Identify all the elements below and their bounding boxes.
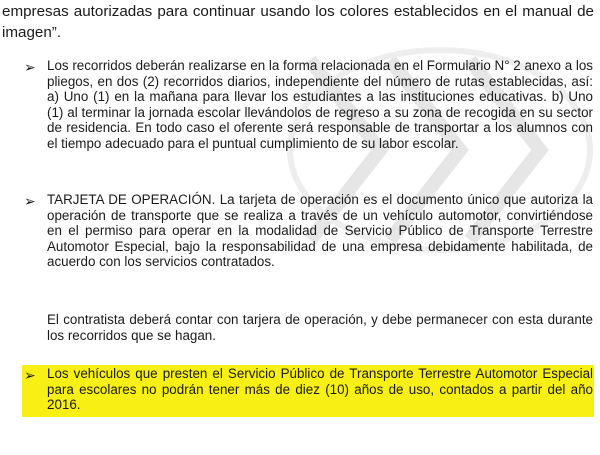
paragraph-recorridos: Los recorridos deberán realizarse en la forma relacionada en el Formulario N° 2 anexo a los pliegos, en dos (2) recorridos diarios, independiente del número de rutas establecidas, así: a) Uno (1) en la mañana para llevar los estudiantes a las instituciones educativas. b) Uno (1) al terminar la jornada escolar llevándolos de regreso a su zona de recogida en su sector de residencia. En todo caso el oferente será responsable de transportar a los alumnos con el tiempo adecuado para el puntual cumplimiento de su labor escolar. xyxy=(47,58,593,151)
bullet-arrow-icon: ➢ xyxy=(24,59,36,75)
paragraph-tarjeta-operacion: TARJETA DE OPERACIÓN. La tarjeta de operación es el documento único que autoriza la operación de transporte que se realiza a través de un vehículo automotor, convirtiéndose en el permiso para operar en la modalidad de Servicio Público de Transporte Terrestre Automotor Especial, bajo la responsabilidad de una empresa debidamente habilitada, de acuerdo con los servicios contratados. xyxy=(47,192,593,270)
intro-text: empresas autorizadas para continuar usando los colores establecidos en el manual de imagen”. xyxy=(2,3,594,41)
paragraph-vehiculos-highlighted: Los vehículos que presten el Servicio Público de Transporte Terrestre Automotor Especial para escolares no podrán tener más de diez (10) años de uso, contados a partir del año 2016. xyxy=(47,366,593,413)
bullet-arrow-icon: ➢ xyxy=(24,193,36,209)
paragraph-contratista: El contratista deberá contar con tarjera de operación, y debe permanecer con esta durante los recorridos que se hagan. xyxy=(47,312,593,343)
bullet-arrow-icon: ➢ xyxy=(24,367,36,383)
